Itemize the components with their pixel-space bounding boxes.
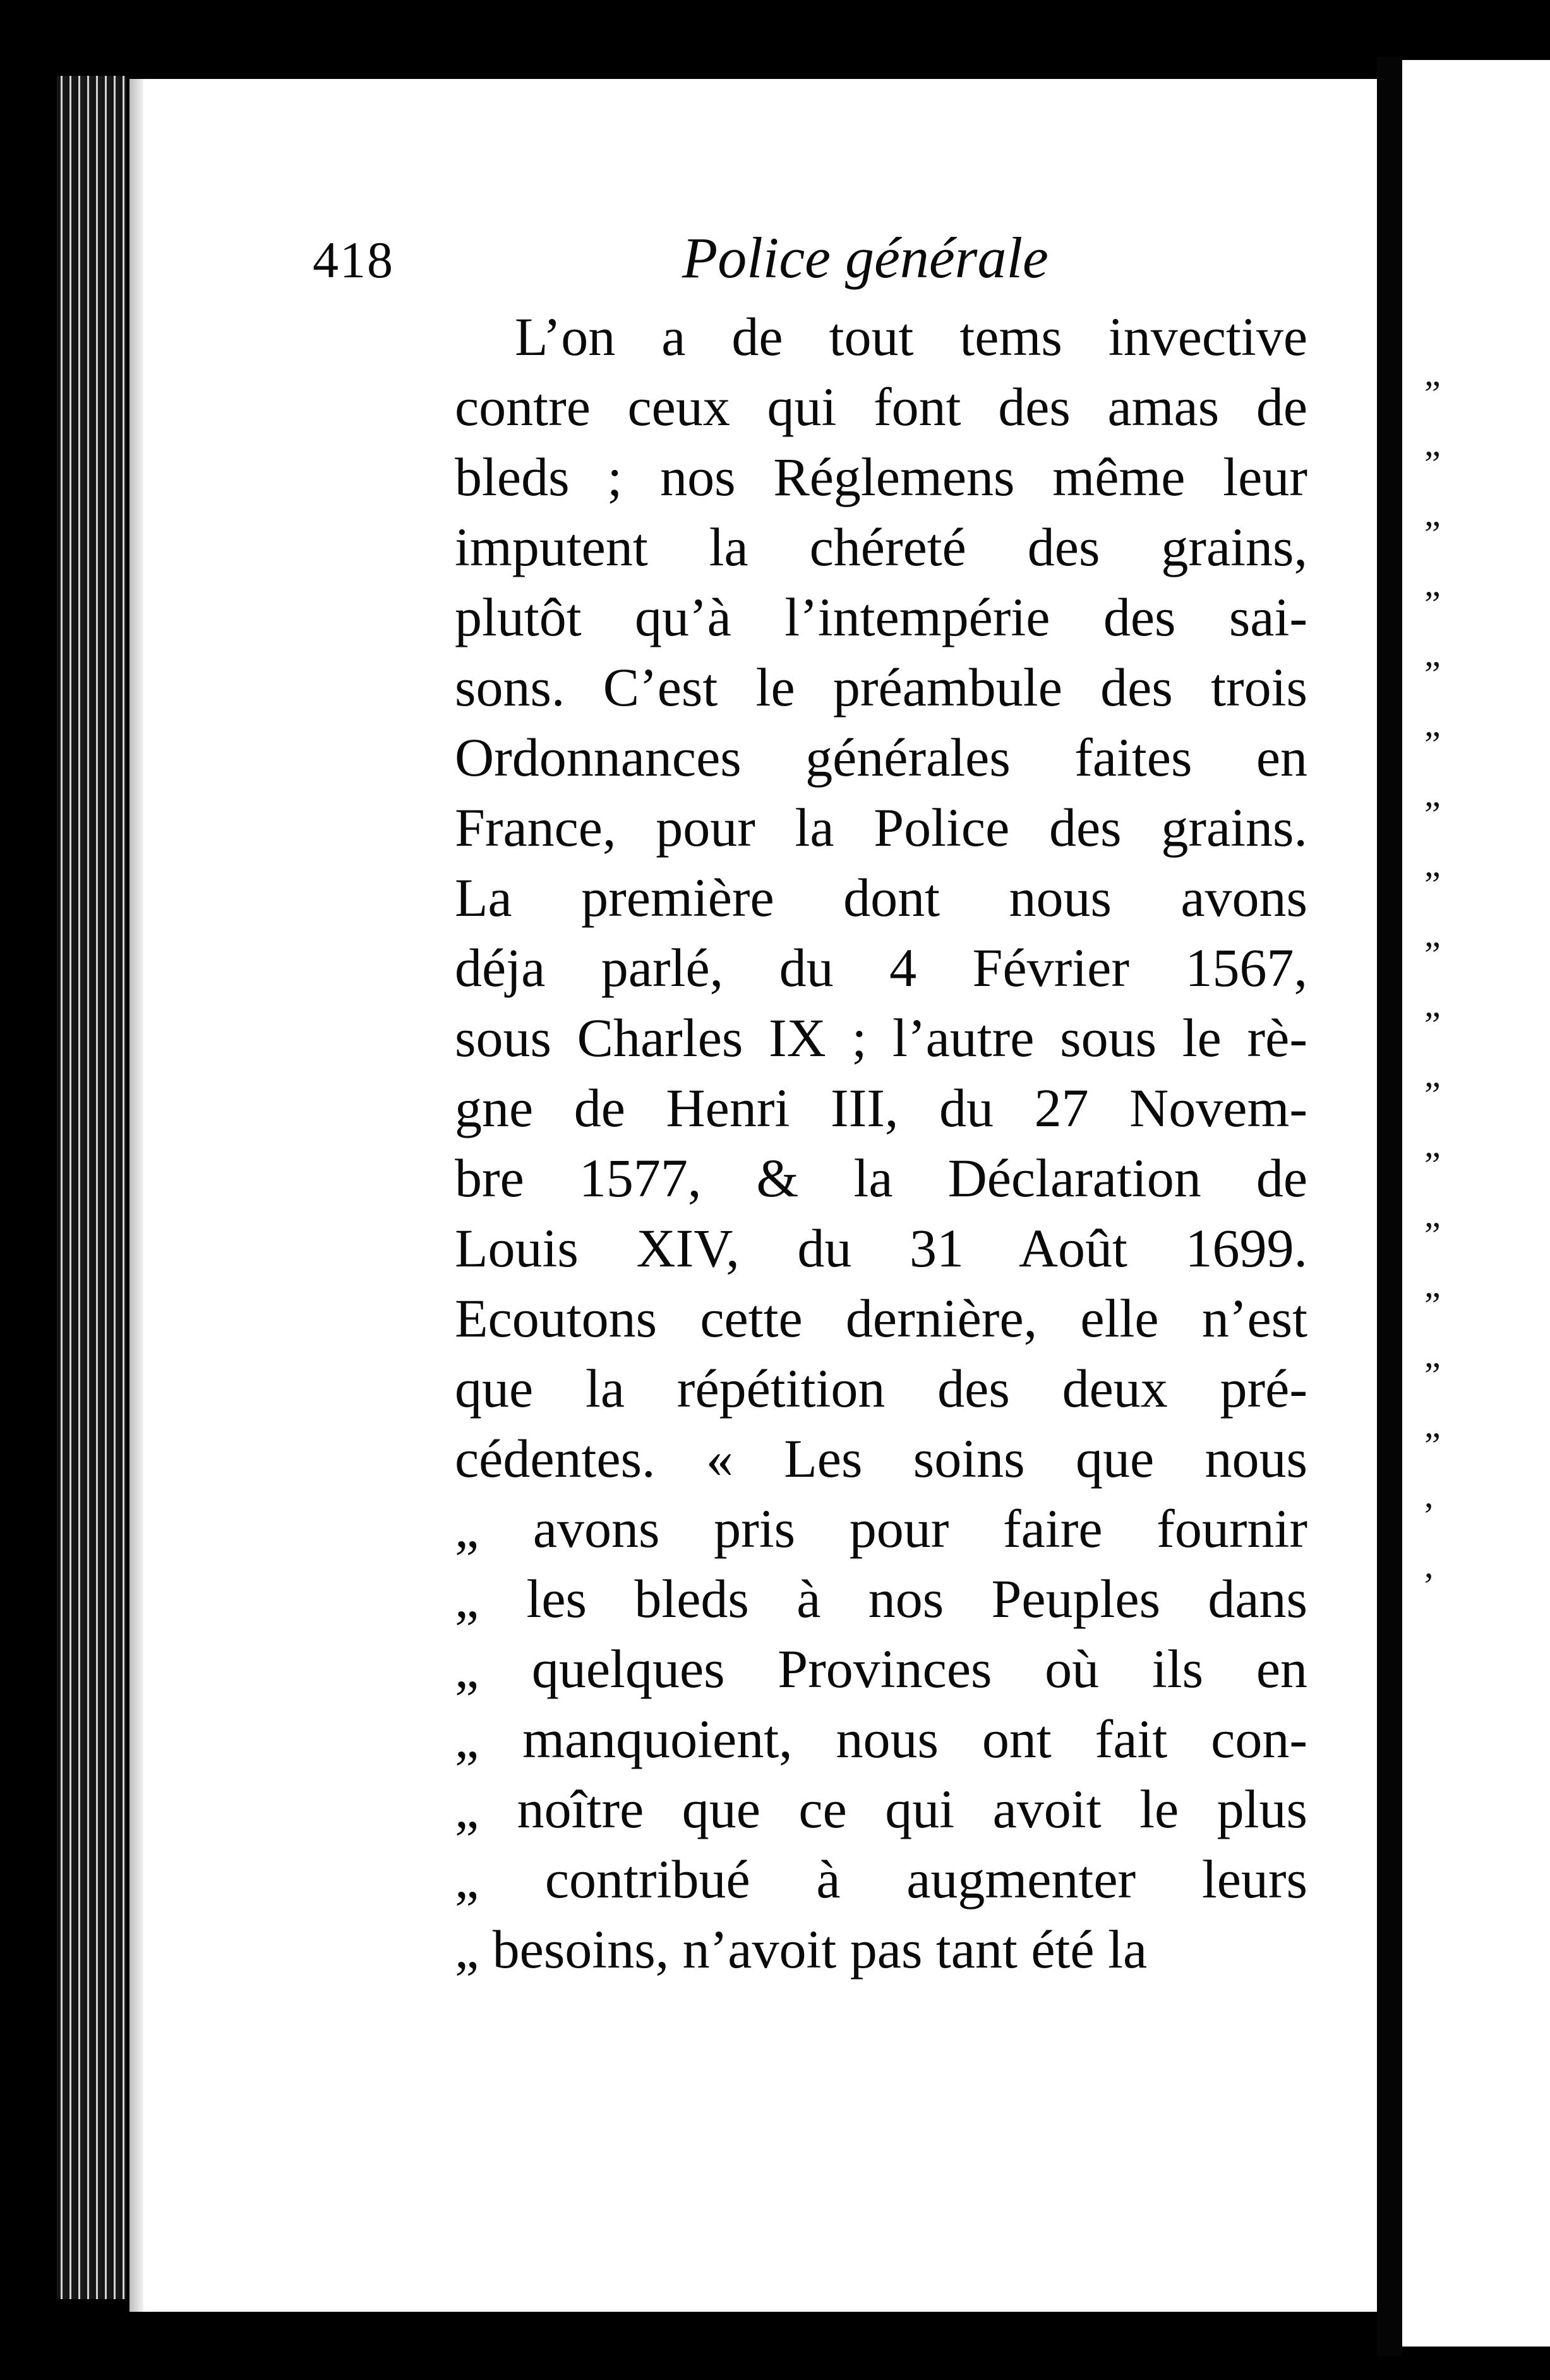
text-line: France, pour la Police des grains.: [455, 797, 1307, 858]
text-line: cédentes. « Les soins que nous: [455, 1428, 1307, 1489]
text-line: Ordonnances générales faites en: [455, 727, 1307, 788]
quote-mark: „: [1424, 493, 1441, 534]
quote-mark: „: [1424, 773, 1441, 814]
quote-mark: „: [1424, 983, 1441, 1025]
text-line: L’on a de tout tems invective: [515, 306, 1307, 367]
quote-mark: „: [1424, 913, 1441, 954]
text-line: sous Charles IX ; l’autre sous le rè-: [455, 1007, 1307, 1068]
quote-mark: ,: [1424, 1474, 1434, 1515]
quote-mark: „: [1424, 1194, 1441, 1235]
text-line: imputent la chéreté des grains,: [455, 517, 1307, 577]
text-line: „ quelques Provinces où ils en: [455, 1638, 1307, 1699]
text-line: bleds ; nos Réglemens même leur: [455, 447, 1307, 507]
quote-mark: „: [1424, 703, 1441, 744]
quote-mark: „: [1424, 633, 1441, 674]
text-line: „ les bleds à nos Peuples dans: [455, 1568, 1307, 1629]
quote-mark: ,: [1424, 1544, 1434, 1585]
text-line: gne de Henri III, du 27 Novem-: [455, 1078, 1307, 1138]
quote-mark: „: [1424, 423, 1441, 464]
text-line: La première dont nous avons: [455, 867, 1307, 928]
text-line: contre ceux qui font des amas de: [455, 376, 1307, 437]
quote-mark: „: [1424, 1124, 1441, 1165]
body-text: [455, 302, 1307, 1985]
text-line: plutôt qu’à l’intempérie des sai-: [455, 587, 1307, 647]
text-line: bre 1577, & la Déclaration de: [455, 1148, 1307, 1208]
quote-mark: „: [1424, 843, 1441, 884]
quote-mark: „: [1424, 1404, 1441, 1445]
text-line: Ecoutons cette dernière, elle n’est: [455, 1288, 1307, 1349]
text-line: „ avons pris pour faire fournir: [455, 1498, 1307, 1559]
book-gutter: [1377, 57, 1402, 2356]
text-line: „ manquoient, nous ont fait con-: [455, 1709, 1307, 1769]
right-page-fragment: [1402, 60, 1550, 2347]
text-line: „ besoins, n’avoit pas tant été la: [455, 1919, 1148, 1980]
text-line: sons. C’est le préambule des trois: [455, 657, 1307, 718]
text-line: „ noître que ce qui avoit le plus: [455, 1779, 1307, 1839]
quote-mark: „: [1424, 1264, 1441, 1305]
running-title: Police générale: [682, 225, 1048, 290]
quote-mark: „: [1424, 1054, 1441, 1095]
running-head: [313, 224, 1323, 294]
quote-mark: „: [1424, 352, 1441, 394]
quote-mark: „: [1424, 1334, 1441, 1375]
book-page-edges: [57, 76, 126, 2299]
text-line: „ contribué à augmenter leurs: [455, 1849, 1307, 1909]
quote-mark: „: [1424, 563, 1441, 604]
page-number: 418: [313, 231, 394, 289]
text-line: déja parlé, du 4 Février 1567,: [455, 937, 1307, 998]
text-line: Louis XIV, du 31 Août 1699.: [455, 1218, 1307, 1278]
right-page-quote-marks: [1424, 338, 1441, 1600]
text-line: que la répétition des deux pré-: [455, 1358, 1307, 1419]
